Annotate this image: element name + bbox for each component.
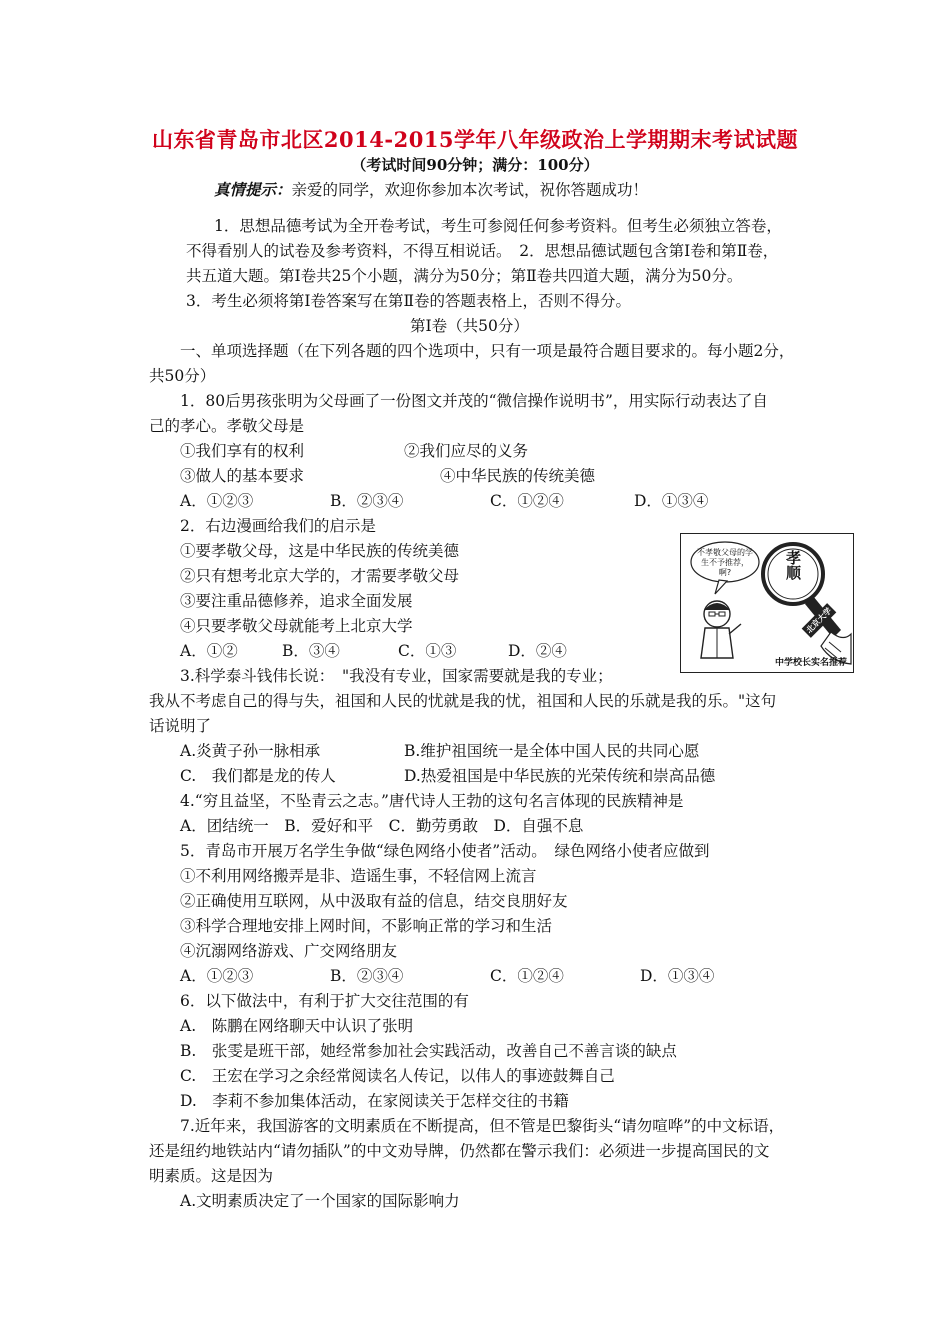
question-5-statement: ③科学合理地安排上网时间，不影响正常的学习和生活 (180, 917, 553, 935)
question-3-option-c: C. 我们都是龙的传人 (180, 767, 336, 785)
instruction-line: 共五道大题。第Ⅰ卷共25个小题，满分为50分；第Ⅱ卷共四道大题，满分为50分。 (186, 267, 743, 285)
section-intro: 一、单项选择题（在下列各题的四个选项中，只有一项是最符合题目要求的。每小题2分， (180, 342, 795, 360)
question-6-option-d: D. 李莉不参加集体活动，在家阅读关于怎样交往的书籍 (180, 1092, 569, 1110)
instruction-line: 1．思想品德考试为全开卷考试，考生可参阅任何参考资料。但考生必须独立答卷， (214, 217, 782, 235)
question-4-options: A．团结统一 B．爱好和平 C．勤劳勇敢 D．自强不息 (180, 817, 584, 835)
question-4-stem: 4.“穷且益坚，不坠青云之志。”唐代诗人王勃的这句名言体现的民族精神是 (180, 792, 684, 810)
question-3-option-a: A.炎黄子孙一脉相承 (180, 742, 321, 760)
question-3-stem: 话说明了 (149, 717, 212, 735)
exam-duration: （考试时间90分钟；满分：100分） (351, 156, 599, 174)
question-5-option-a: A．①②③ (180, 967, 254, 985)
question-2-option-c: C．①③ (398, 642, 457, 660)
question-5-option-c: C．①②④ (490, 967, 564, 985)
instruction-line: 不得看别人的试卷及参考资料，不得互相说话。 2．思想品德试题包含第Ⅰ卷和第Ⅱ卷， (186, 242, 779, 260)
question-2-statement: ③要注重品德修养，追求全面发展 (180, 592, 413, 610)
comic-bubble-text: 不孝敬父母的学生不予推荐，啊? (697, 548, 753, 577)
question-3-stem: 我从不考虑自己的得与失，祖国和人民的忧就是我的忧，祖国和人民的乐就是我的乐。"这句 (149, 692, 777, 710)
question-1-statement: ②我们应尽的义务 (404, 442, 529, 460)
question-1-option-c: C．①②④ (490, 492, 564, 510)
question-6-option-a: A. 陈鹏在网络聊天中认识了张明 (180, 1017, 414, 1035)
question-7-stem: 还是纽约地铁站内“请勿插队”的中文劝导牌，仍然都在警示我们：必须进一步提高国民的文 (149, 1142, 770, 1160)
question-7-stem: 7.近年来，我国游客的文明素质在不断提高，但不管是巴黎街头“请勿喧哗”的中文标语， (180, 1117, 785, 1135)
question-5-option-d: D．①③④ (640, 967, 715, 985)
tip-text: 亲爱的同学，欢迎你参加本次考试，祝你答题成功！ (291, 181, 649, 199)
question-3-option-b: B.维护祖国统一是全体中国人民的共同心愿 (404, 742, 700, 760)
question-5-stem: 5．青岛市开展万名学生争做“绿色网络小使者”活动。 绿色网络小使者应做到 (180, 842, 710, 860)
question-2-stem: 2．右边漫画给我们的启示是 (180, 517, 376, 535)
question-1-statement: ③做人的基本要求 (180, 467, 305, 485)
question-6-option-c: C. 王宏在学习之余经常阅读名人传记，以伟人的事迹鼓舞自己 (180, 1067, 615, 1085)
question-1-statement: ①我们享有的权利 (180, 442, 305, 460)
question-5-statement: ②正确使用互联网，从中汲取有益的信息，结交良朋好友 (180, 892, 568, 910)
question-2-statement: ④只要孝敬父母就能考上北京大学 (180, 617, 413, 635)
question-1-option-b: B．②③④ (330, 492, 404, 510)
question-6-stem: 6．以下做法中，有利于扩大交往范围的有 (180, 992, 469, 1010)
question-2-option-d: D．②④ (508, 642, 567, 660)
question-3-stem: 3.科学泰斗钱伟长说： "我没有专业，国家需要就是我的专业； (180, 667, 613, 685)
question-5-statement: ④沉溺网络游戏、广交网络朋友 (180, 942, 398, 960)
question-1-option-d: D．①③④ (634, 492, 709, 510)
question-2-statement: ②只有想考北京大学的，才需要孝敬父母 (180, 567, 460, 585)
question-1-stem: 1．80后男孩张明为父母画了一份图文并茂的“微信操作说明书”，用实际行动表达了自 (180, 392, 768, 410)
instruction-line: 3．考生必须将第Ⅰ卷答案写在第Ⅱ卷的答题表格上，否则不得分。 (186, 292, 632, 310)
question-6-option-b: B. 张雯是班干部，她经常参加社会实践活动，改善自己不善言谈的缺点 (180, 1042, 677, 1060)
comic-magnifier-text: 孝顺 (784, 550, 802, 580)
question-1-stem: 己的孝心。孝敬父母是 (149, 417, 305, 435)
question-2-statement: ①要孝敬父母，这是中华民族的传统美德 (180, 542, 460, 560)
page-title: 山东省青岛市北区2014-2015学年八年级政治上学期期末考试试题 (151, 127, 799, 152)
question-2-option-a: A．①② (180, 642, 238, 660)
comic-illustration (680, 533, 854, 673)
question-5-option-b: B．②③④ (330, 967, 404, 985)
section-title: 第Ⅰ卷（共50分） (410, 317, 529, 335)
tip-line (214, 180, 648, 200)
question-3-option-d: D.热爱祖国是中华民族的光荣传统和崇高品德 (404, 767, 716, 785)
comic-handle-text: 北京大学 (802, 603, 837, 638)
section-intro: 共50分） (149, 367, 216, 385)
question-2-option-b: B．③④ (282, 642, 340, 660)
question-5-statement: ①不利用网络搬弄是非、造谣生事，不轻信网上流言 (180, 867, 537, 885)
question-7-stem: 明素质。这是因为 (149, 1167, 274, 1185)
question-1-option-a: A．①②③ (180, 492, 254, 510)
tip-label: 真情提示： (214, 180, 292, 199)
question-7-option-a: A.文明素质决定了一个国家的国际影响力 (180, 1192, 460, 1210)
question-1-statement: ④中华民族的传统美德 (440, 467, 596, 485)
comic-caption: 中学校长实名推荐 (774, 658, 847, 668)
